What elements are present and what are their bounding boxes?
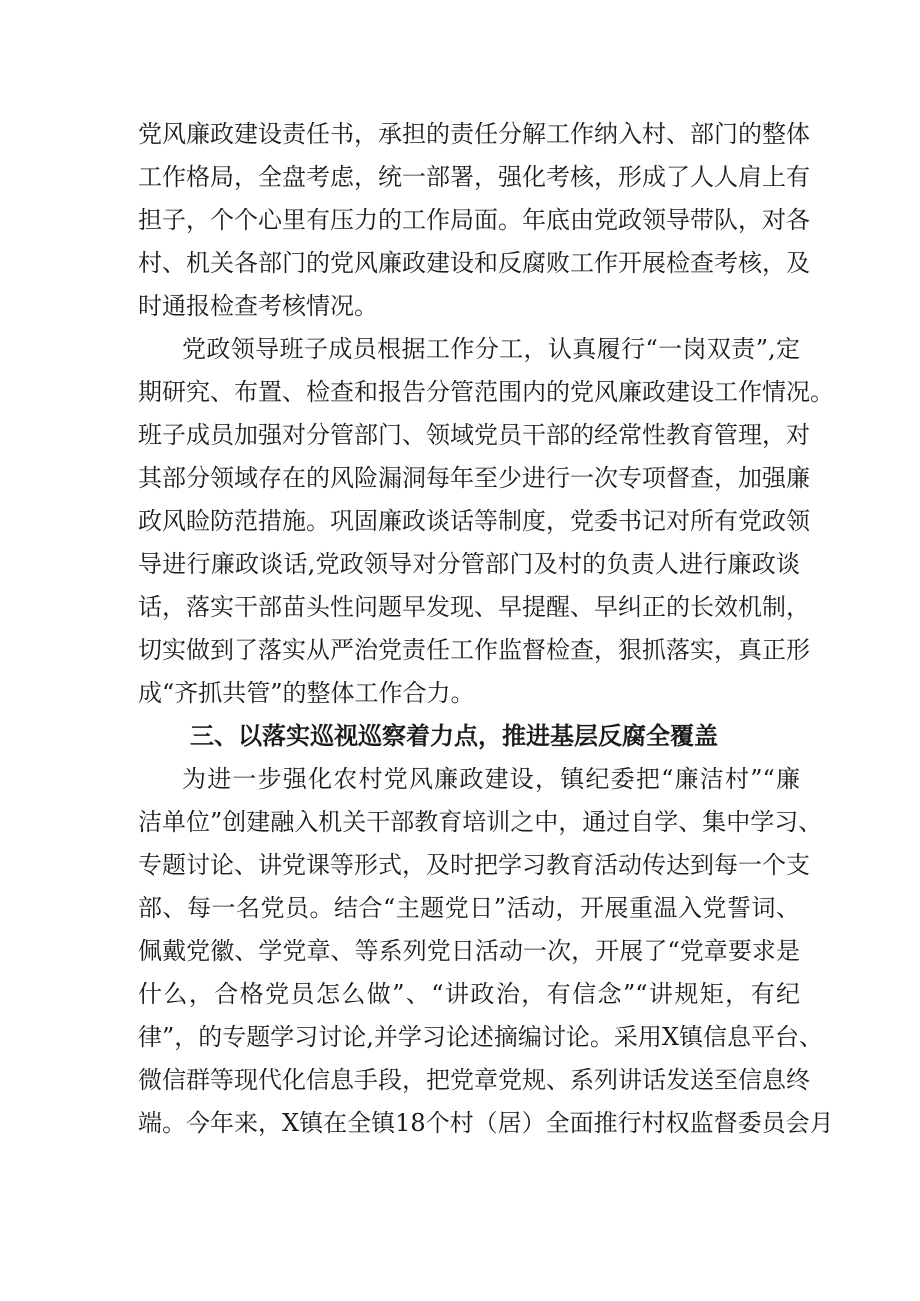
paragraph-3 <box>138 758 834 1145</box>
text-line: 话，落实干部苗头性问题早发现、早提醒、早纠正的长效机制， <box>138 593 810 621</box>
text-line: 洁单位”创建融入机关干部教育培训之中，通过自学、集中学习、 <box>138 808 823 836</box>
text-line: 党政领导班子成员根据工作分工，认真履行“一岗双责”,定 <box>182 335 800 363</box>
text-line: 时通报检查考核情况。 <box>138 292 378 320</box>
text-line: 部、每一名党员。结合“主题党日”活动，开展重温入党誓词、 <box>138 894 800 922</box>
text-line: 导进行廉政谈话,党政领导对分管部门及村的负责人进行廉政谈 <box>138 550 800 578</box>
section-heading: 三、以落实巡视巡察着力点，推进基层反腐全覆盖 <box>190 722 718 750</box>
text-line: 工作格局，全盘考虑，统一部署，强化考核，形成了人人肩上有 <box>138 163 810 191</box>
document-body <box>138 113 834 1145</box>
text-line: 成“齐抓共管”的整体工作合力。 <box>138 679 475 707</box>
text-line: 佩戴党徽、学党章、等系列党日活动一次，开展了“党章要求是 <box>138 937 800 965</box>
text-line: 什么，合格党员怎么做”、“讲政治，有信念”“讲规矩，有纪 <box>138 980 800 1008</box>
text-line: 政风睑防范措施。巩固廉政谈话等制度，党委书记对所有党政领 <box>138 507 810 535</box>
text-line: 专题讨论、讲党课等形式，及时把学习教育活动传达到每一个支 <box>138 851 810 879</box>
paragraph-1 <box>138 113 810 328</box>
text-line: 微信群等现代化信息手段，把党章党规、系列讲话发送至信息终 <box>138 1066 810 1094</box>
text-line: 为进一步强化农村党风廉政建设，镇纪委把“廉洁村”“廉 <box>182 765 800 793</box>
text-line: 班子成员加强对分管部门、领域党员干部的经常性教育管理，对 <box>138 421 810 449</box>
text-line: 切实做到了落实从严治党责任工作监督检查，狠抓落实，真正形 <box>138 636 810 664</box>
text-line: 担子，个个心里有压力的工作局面。年底由党政领导带队，对各 <box>138 206 810 234</box>
text-line: 端。今年来，X镇在全镇18个村（居）全面推行村权监督委员会月 <box>138 1109 834 1137</box>
text-line: 期研究、布置、检查和报告分管范围内的党风廉政建设工作情况。 <box>138 378 834 406</box>
text-line: 村、机关各部门的党风廉政建设和反腐败工作开展检查考核，及 <box>138 249 810 277</box>
text-line: 律”，的专题学习讨论,并学习论述摘编讨论。采用X镇信息平台、 <box>138 1023 823 1051</box>
text-line: 其部分领域存在的风险漏洞每年至少进行一次专项督查，加强廉 <box>138 464 810 492</box>
text-line: 党风廉政建设责任书，承担的责任分解工作纳入村、部门的整体 <box>138 120 810 148</box>
paragraph-2 <box>138 328 834 715</box>
